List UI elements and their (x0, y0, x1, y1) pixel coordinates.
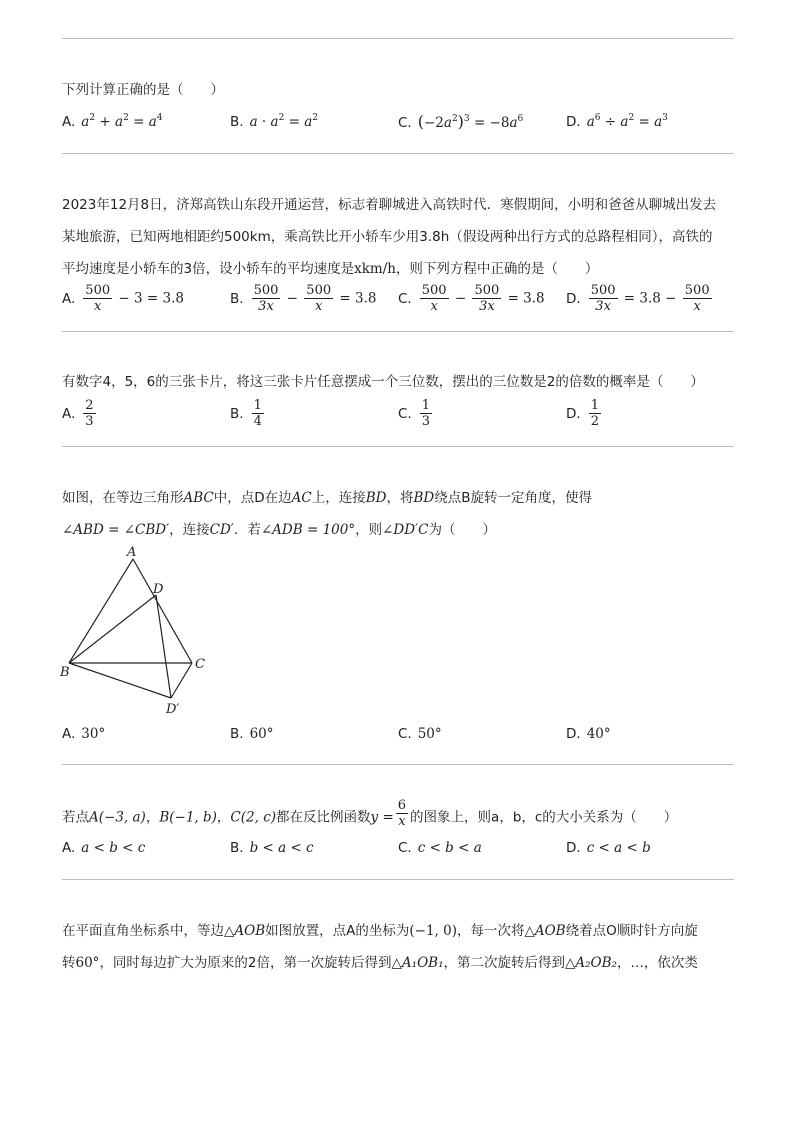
option-label: A. (62, 840, 76, 856)
option-value: c < a < b (586, 840, 651, 856)
fraction: $\frac{2}{3}$ (85, 398, 94, 429)
option-label: A. (62, 405, 76, 422)
math: CD′ (209, 522, 234, 538)
q3-stem: 有数字4，5，6的三张卡片，将这三张卡片任意摆成一个三位数，摆出的三位数是2的倍数的概率是（ ） (62, 374, 704, 390)
q1-option-a[interactable]: A. $a^2 + a^2 = a^4$ (62, 113, 163, 130)
math: B(−1, b) (159, 809, 217, 826)
label-a: A (127, 545, 137, 560)
option-label: D. (566, 405, 581, 422)
math: △A₁OB₁ (391, 955, 444, 971)
option-label: B. (230, 726, 244, 742)
text: ，将 (386, 490, 414, 506)
label-c: C (195, 657, 205, 672)
q4-line-2 (62, 520, 496, 540)
fraction: $\frac{500}{3x}$ (474, 283, 500, 314)
q2-line-3-tail: ，则下列方程中正确的是（ ） (395, 261, 599, 277)
q4-option-c[interactable] (398, 724, 442, 744)
math: A(−3, a) (89, 809, 146, 826)
option-label: A. (62, 726, 76, 742)
option-value: 40° (586, 726, 611, 742)
q2-option-c[interactable]: C. $\frac{500}{x}$ − $\frac{500}{3x}$ = 3.8 (398, 283, 545, 314)
fraction: $\frac{1}{4}$ (253, 398, 262, 429)
option-label: B. (230, 114, 244, 130)
math: BD (365, 490, 387, 506)
fraction: $\frac{500}{x}$ (85, 283, 111, 314)
math: BD (413, 490, 435, 506)
text: ， (145, 809, 160, 826)
text: 中，点D在边 (213, 490, 292, 506)
text: ，…，依次类 (616, 955, 698, 971)
fraction: $\frac{500}{3x}$ (253, 283, 279, 314)
text: 如图放置，点A的坐标为 (265, 923, 410, 939)
option-label: A. (62, 290, 76, 307)
q5-option-a[interactable] (62, 838, 145, 858)
q2-line-3-text: 平均速度是小轿车的3倍，设小轿车的平均速度是 (62, 261, 355, 277)
divider (62, 331, 734, 332)
q1-option-d[interactable]: D. $a^6 \div a^2 = a^3$ (566, 113, 668, 130)
math: △AOB (524, 923, 566, 939)
option-label: C. (398, 840, 412, 856)
option-value: b < a < c (249, 840, 314, 856)
q3-option-d[interactable] (566, 398, 603, 429)
label-d: D (153, 582, 164, 597)
text: ， (216, 809, 231, 826)
q5-option-b[interactable] (230, 838, 314, 858)
option-label: A. (62, 114, 76, 130)
option-label: D. (566, 290, 581, 307)
option-label: B. (230, 405, 244, 422)
text: ，则 (355, 522, 383, 538)
divider (62, 764, 734, 765)
segment-ddp (156, 595, 171, 698)
text: 上，连接 (311, 490, 366, 506)
fraction: $\frac{500}{x}$ (684, 283, 710, 314)
q6-line-2 (62, 953, 698, 973)
text: ，第二次旋转后得到 (443, 955, 565, 971)
segment-bd (69, 595, 156, 663)
fraction: $\frac{500}{3x}$ (590, 283, 616, 314)
q3-option-b[interactable] (230, 398, 266, 429)
option-label: C. (398, 726, 412, 742)
q1-stem: 下列计算正确的是（ ） (62, 82, 224, 98)
math: ABC (183, 490, 214, 506)
triangle-figure (58, 545, 218, 720)
text: ．若 (233, 522, 261, 538)
option-label: B. (230, 840, 244, 856)
q2-line-1: 2023年12月8日，济郑高铁山东段开通运营，标志着聊城进入高铁时代．寒假期间，小明和爸爸从聊城出发去 (62, 197, 717, 213)
option-value: c < b < a (417, 840, 482, 856)
option-value: 50° (417, 726, 442, 742)
q2-line-3 (62, 259, 598, 279)
fraction: $\frac{1}{3}$ (421, 398, 430, 429)
option-value: 30° (81, 726, 106, 742)
segment-cdp (171, 663, 192, 698)
option-value: 60° (249, 726, 274, 742)
text: 绕点B旋转一定角度，使得 (434, 490, 593, 506)
q2-speed-unit: xkm/h (354, 261, 396, 277)
divider (62, 879, 734, 880)
q2-line-2: 某地旅游，已知两地相距约500km，乘高铁比开小轿车少用3.8h（假设两种出行方式的总路程相同），高铁的 (62, 229, 713, 245)
q5-option-d[interactable] (566, 838, 651, 858)
q1-option-c[interactable]: C. $(-2a^2)^3 = -8a^6$ (398, 112, 524, 131)
math: (−1, 0) (409, 923, 457, 939)
math: ∠ABD = ∠CBD′ (62, 522, 170, 538)
math: 60° (75, 955, 100, 971)
q1-option-b[interactable]: B. $a \cdot a^2 = a^2$ (230, 113, 318, 130)
text: 为（ ） (428, 522, 496, 538)
q5-stem (62, 798, 678, 829)
option-label: D. (566, 840, 581, 856)
q2-option-a[interactable]: A. $\frac{500}{x}$ − 3 = 3.8 (62, 283, 184, 314)
fraction: $\frac{500}{x}$ (306, 283, 332, 314)
math: ∠DD′C (382, 522, 429, 538)
q4-option-a[interactable] (62, 724, 105, 744)
q3-option-a[interactable] (62, 398, 98, 429)
segment-ac (133, 559, 192, 663)
math: y = (370, 809, 394, 826)
q4-option-b[interactable] (230, 724, 274, 744)
label-b: B (60, 665, 70, 680)
fraction: $\frac{1}{2}$ (590, 398, 599, 429)
top-divider (62, 38, 734, 39)
text: ，连接 (169, 522, 210, 538)
q4-line-1 (62, 488, 592, 508)
q2-option-d[interactable]: D. $\frac{500}{3x}$ = 3.8 − $\frac{500}{x}$ (566, 283, 710, 314)
divider (62, 153, 734, 154)
label-dprime: D′ (166, 702, 180, 717)
option-label: C. (398, 115, 412, 131)
text: 在平面直角坐标系中，等边 (62, 923, 224, 939)
text: ，每一次将 (456, 923, 525, 939)
segment-ab (69, 559, 133, 663)
math: ∠ADB = 100° (260, 522, 356, 538)
math: △AOB (224, 923, 266, 939)
text: 绕着点O顺时针方向旋 (565, 923, 698, 939)
math: △A₂OB₂ (564, 955, 617, 971)
divider (62, 446, 734, 447)
q4-option-d[interactable] (566, 724, 611, 744)
option-label: C. (398, 405, 412, 422)
option-label: C. (398, 290, 412, 307)
fraction: $\frac{6}{x}$ (397, 798, 407, 829)
text: 若点 (62, 809, 89, 826)
text: 如图，在等边三角形 (62, 490, 184, 506)
text: 都在反比例函数 (276, 809, 371, 826)
q3-option-c[interactable] (398, 398, 434, 429)
option-label: D. (566, 114, 581, 130)
q2-option-b[interactable]: B. $\frac{500}{3x}$ − $\frac{500}{x}$ = 3.8 (230, 283, 377, 314)
option-label: B. (230, 290, 244, 307)
text: 转 (62, 955, 76, 971)
fraction: $\frac{500}{x}$ (421, 283, 447, 314)
text: ，同时每边扩大为原来的2倍，第一次旋转后得到 (99, 955, 392, 971)
math: AC (291, 490, 312, 506)
text: 的图象上，则a，b，c的大小关系为（ ） (410, 809, 678, 826)
segment-bdp (69, 663, 171, 698)
option-label: D. (566, 726, 581, 742)
math: C(2, c) (230, 809, 277, 826)
option-value: a < b < c (81, 840, 146, 856)
q6-line-1 (62, 921, 698, 941)
q5-option-c[interactable] (398, 838, 482, 858)
